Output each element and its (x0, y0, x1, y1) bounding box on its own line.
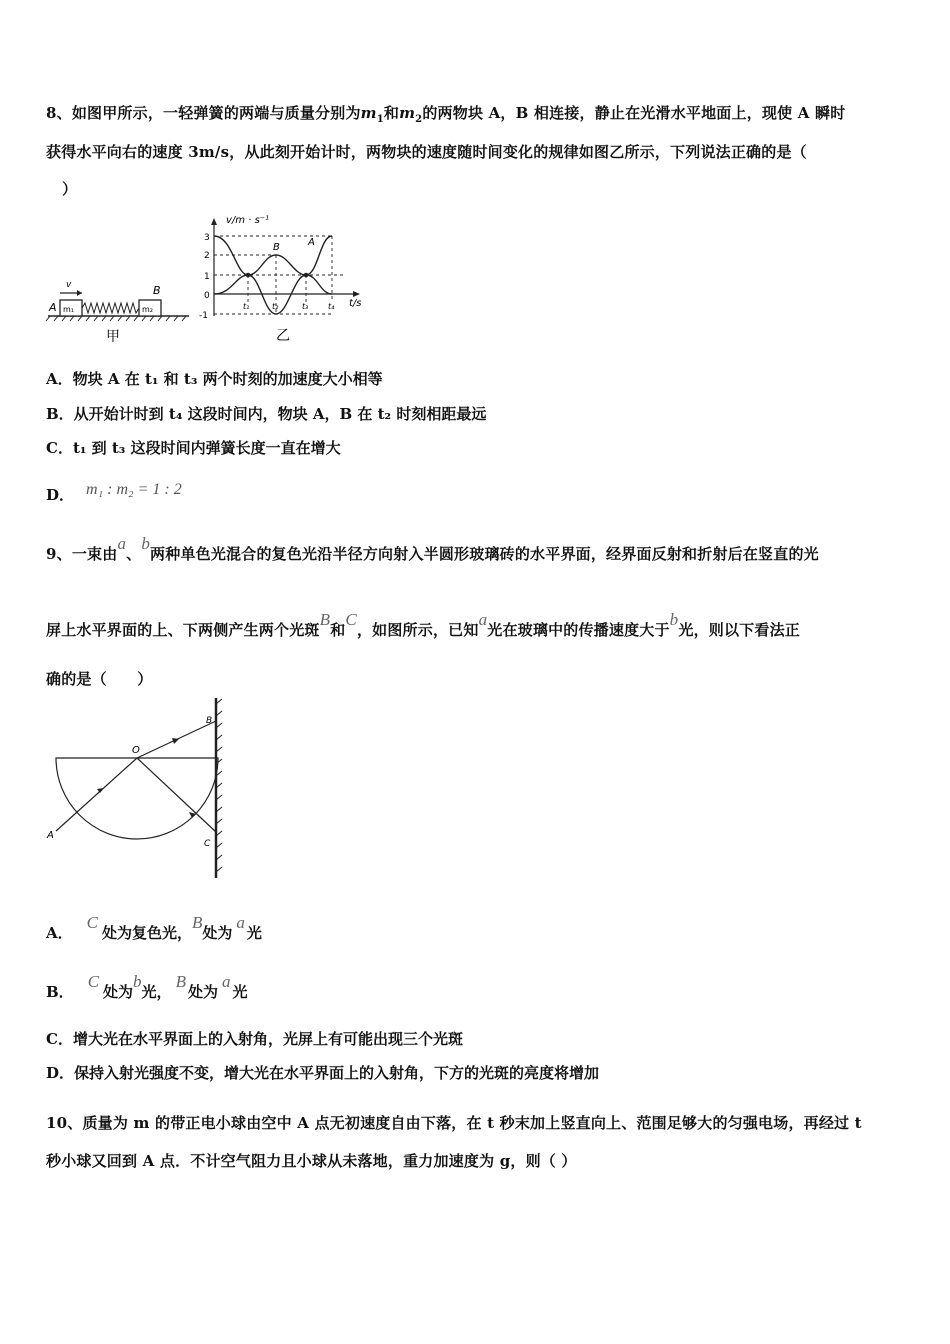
x-axis-label: t/s (349, 298, 362, 309)
curve-A-label: A (308, 237, 315, 248)
q9-option-b: B．C处为b光，B处为a光 (46, 972, 248, 1001)
point-C: C (204, 839, 211, 849)
q8-option-d: D． m₁ : m₂ = 1 : 2 (46, 481, 182, 504)
q9-line2: 屏上水平界面的上、下两侧产生两个光斑B和C，如图所示，已知a光在玻璃中的传播速度大于b光，则以下看法正 (46, 610, 800, 639)
m1-label: m₁ (63, 305, 74, 314)
x-tick-t1: t₁ (243, 302, 250, 311)
reflected-ray (137, 758, 216, 832)
q8-figure-yi (196, 210, 386, 346)
x-tick-t2: t₂ (272, 302, 279, 311)
caption-yi: 乙 (276, 328, 290, 344)
caption-jia: 甲 (106, 329, 120, 345)
curve-B (214, 255, 332, 294)
x-tick-t3: t₃ (302, 302, 309, 311)
q9-option-a: A．C处为复色光，B处为a光 (46, 913, 262, 942)
q8-option-a: A．物块 A 在 t₁ 和 t₃ 两个时刻的加速度大小相等 (46, 370, 383, 388)
q8-option-b: B．从开始计时到 t₄ 这段时间内，物块 A，B 在 t₂ 时刻相距最远 (46, 405, 487, 423)
q10-line2: 秒小球又回到 A 点．不计空气阻力且小球从未落地，重力加速度为 g，则（ ） (46, 1152, 577, 1170)
y-axis-label: v/m · s⁻¹ (226, 215, 270, 226)
point-O: O (132, 745, 140, 756)
x-tick-t4: t₄ (328, 302, 335, 311)
q9-line3: 确的是（ ） (46, 670, 153, 688)
velocity-label: v (66, 280, 72, 290)
m2-label: m₂ (142, 305, 153, 314)
y-tick-3: 3 (204, 233, 210, 243)
q8-figure-jia (44, 276, 194, 346)
mass-ratio: m₁ : m₂ = 1 : 2 (86, 481, 182, 498)
y-tick-0: 0 (204, 291, 210, 301)
q9-option-d: D．保持入射光强度不变，增大光在水平界面上的入射角，下方的光斑的亮度将增加 (46, 1064, 600, 1082)
incident-ray (56, 758, 137, 831)
q9-figure (44, 696, 229, 882)
curve-B-label: B (273, 242, 280, 253)
q8-line1: 8、如图甲所示，一轻弹簧的两端与质量分别为$m_1$和$m_2$的两物块 A，B 相连接，静止在光滑水平地面上，现使 A 瞬时 (46, 104, 846, 125)
y-tick-1: 1 (204, 272, 210, 282)
point-A: A (47, 830, 54, 841)
spring (82, 303, 139, 313)
semicircle-glass (56, 758, 218, 839)
q9-line1: 9、一束由a、b两种单色光混合的复色光沿半径方向射入半圆形玻璃砖的水平界面，经界面反射和折射后在竖直的光 (46, 534, 819, 563)
q10-line1: 10、质量为 m 的带正电小球由空中 A 点无初速度自由下落，在 t 秒末加上竖直向上、范围足够大的匀强电场，再经过 t (46, 1114, 862, 1132)
q8-line3: ） (62, 180, 78, 198)
q8-option-c: C．t₁ 到 t₃ 这段时间内弹簧长度一直在增大 (46, 439, 341, 457)
y-tick-neg1: -1 (199, 311, 208, 321)
q9-option-c: C．增大光在水平界面上的入射角，光屏上有可能出现三个光斑 (46, 1030, 463, 1048)
label-B: B (153, 284, 161, 297)
label-A: A (49, 301, 57, 314)
y-tick-2: 2 (204, 251, 210, 261)
q8-line2: 获得水平向右的速度 3m/s，从此刻开始计时，两物块的速度随时间变化的规律如图乙所示，下列说法正确的是（ (46, 143, 807, 161)
point-B: B (206, 716, 213, 726)
